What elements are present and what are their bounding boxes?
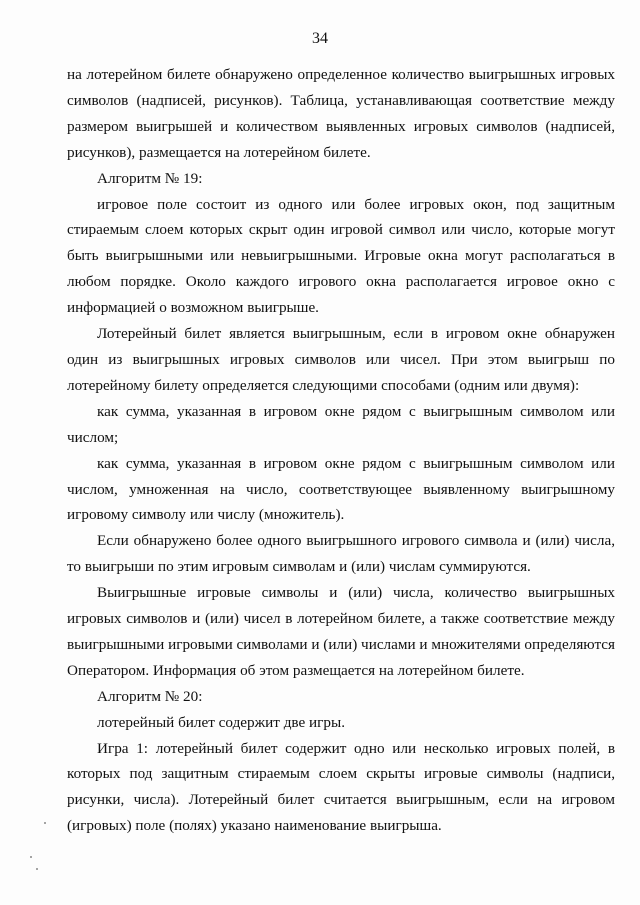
page-number: 34 xyxy=(312,30,328,47)
paragraph-6: как сумма, указанная в игровом окне рядом с выигрышным символом или числом, умноженная на число, соответствующее выявленному выигрышному игровому символу или числу (множитель). xyxy=(67,454,615,524)
algorithm-20-heading: Алгоритм № 20: xyxy=(97,687,203,705)
paragraph-3: игровое поле состоит из одного или более игровых окон, под защитным стираемым слоем которых скрыт один игровой символ или число, которые могут быть выигрышными или невыигрышными. Игровые окна могут располагаться в любом порядке. Около каждого игрового окна располагается игровое окно с информацией о возможном выигрыше. xyxy=(67,195,615,317)
scan-speck xyxy=(30,856,32,858)
paragraph-7: Если обнаружено более одного выигрышного игрового символа и (или) числа, то выигрыши по этим игровым символам и (или) числам суммируются. xyxy=(67,532,615,576)
algorithm-19-heading: Алгоритм № 19: xyxy=(97,169,203,187)
paragraph-4: Лотерейный билет является выигрышным, если в игровом окне обнаружен один из выигрышных игровых символов или чисел. При этом выигрыш по лотерейному билету определяется следующими способами (одним или двумя): xyxy=(67,325,615,394)
paragraph-5: как сумма, указанная в игровом окне рядом с выигрышным символом или числом; xyxy=(67,402,615,446)
scan-speck xyxy=(44,822,46,824)
page-body xyxy=(67,62,615,839)
paragraph-10: лотерейный билет содержит две игры. xyxy=(97,713,345,731)
paragraph-1: на лотерейном билете обнаружено определенное количество выигрышных игровых символов (надписей, рисунков). Таблица, устанавливающая соответствие между размером выигрышей и количеством выявленных игровых символов (надписей, рисунков), размещается на лотерейном билете. xyxy=(67,66,615,161)
paragraph-8: Выигрышные игровые символы и (или) числа, количество выигрышных игровых символов и (или) чисел в лотерейном билете, а также соответствие между выигрышными игровыми символами и (или) числами и множителями определяются Оператором. Информация об этом размещается на лотерейном билете. xyxy=(67,584,615,679)
paragraph-11: Игра 1: лотерейный билет содержит одно или несколько игровых полей, в которых под защитным стираемым слоем скрыты игровые символы (надписи, рисунки, числа). Лотерейный билет считается выигрышным, если на игровом (игровых) поле (полях) указано наименование выигрыша. xyxy=(67,739,615,835)
scan-speck xyxy=(36,868,38,870)
